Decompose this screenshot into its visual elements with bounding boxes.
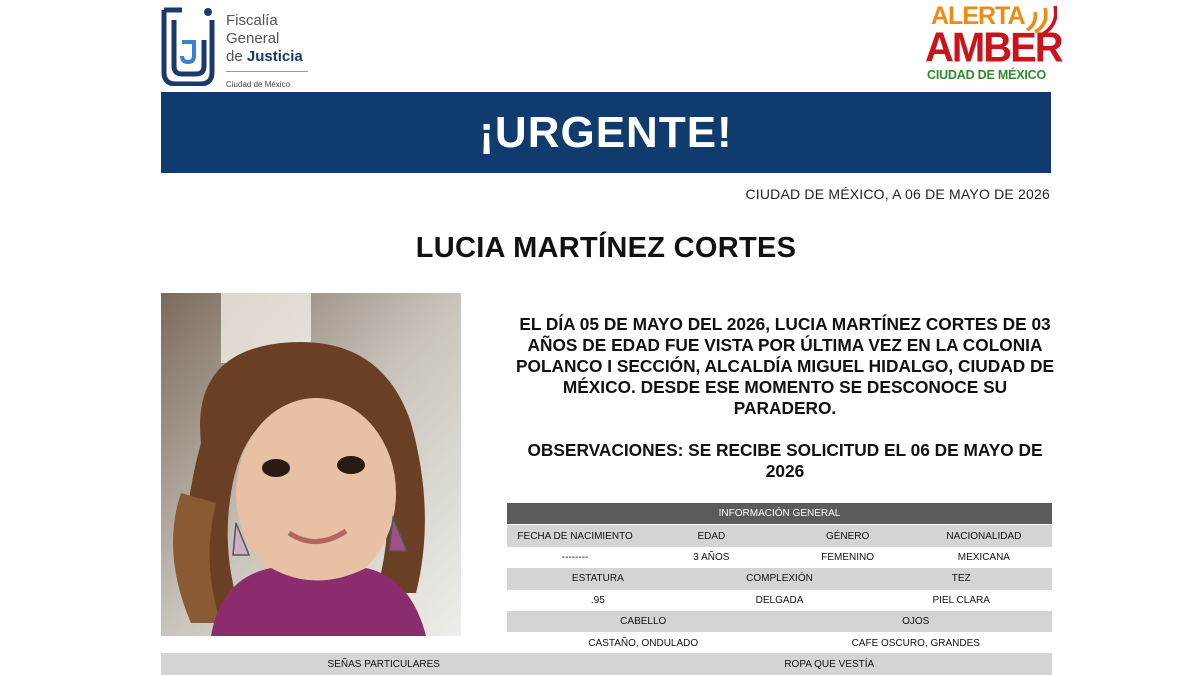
info-value-row-3 [507, 632, 1052, 653]
fgj-line3 [226, 48, 308, 66]
general-info-table [507, 503, 1052, 654]
fgj-line3-prefix: de [226, 48, 247, 65]
missing-person-photo [161, 293, 461, 636]
banner-title: ¡URGENTE! [479, 107, 733, 157]
amber-alerta-text: ALERTA [931, 2, 1025, 30]
value-build: DELGADA [755, 594, 804, 606]
label-distinguishing-marks: SEÑAS PARTICULARES [327, 658, 440, 670]
fgj-line3-bold: Justicia [246, 48, 303, 65]
date-line: CIUDAD DE MÉXICO, A 06 DE MAYO DE 2026 [745, 186, 1050, 202]
info-value-row-1 [507, 547, 1052, 568]
fgj-line1: Fiscalía [226, 12, 278, 29]
person-name: LUCIA MARTÍNEZ CORTES [415, 232, 797, 264]
label-height: ESTATURA [571, 573, 624, 585]
child-portrait-illustration [161, 293, 461, 636]
alerta-amber-logo [925, 2, 1060, 88]
value-nationality: MEXICANA [957, 551, 1010, 563]
value-eyes: CAFE OSCURO, GRANDES [851, 637, 980, 649]
value-gender: FEMENINO [821, 551, 875, 563]
fgj-wordmark [226, 12, 308, 89]
label-age: EDAD [697, 530, 726, 542]
label-nationality: NACIONALIDAD [946, 530, 1022, 542]
info-label-row-3 [507, 611, 1052, 632]
label-build: COMPLEXIÓN [746, 573, 813, 585]
info-label-row-4 [161, 653, 1052, 675]
label-eyes: OJOS [902, 616, 930, 628]
value-hair: CASTAÑO, ONDULADO [588, 637, 699, 649]
urgent-banner [161, 92, 1051, 173]
fgj-emblem-icon [160, 6, 218, 86]
fgj-subtitle: Ciudad de México [226, 80, 291, 89]
label-gender: GÉNERO [825, 530, 870, 542]
info-value-row-2 [507, 590, 1052, 611]
fgj-divider [226, 71, 308, 72]
info-label-row-2 [507, 568, 1052, 589]
fgj-logo [160, 6, 320, 88]
amber-amber-text: AMBER [925, 24, 1062, 72]
label-complexion: TEZ [951, 573, 971, 585]
info-label-row-1 [507, 525, 1052, 546]
value-birthdate: -------- [561, 551, 589, 563]
description-paragraph: EL DÍA 05 DE MAYO DEL 2026, LUCIA MARTÍNEZ CORTES DE 03 AÑOS DE EDAD FUE VISTA POR ÚLTIMA VEZ EN LA COLONIA POLANCO I SECCIÓN, ALCALDÍA MIGUEL HIDALGO, CIUDAD DE MÉXICO. DESDE ESE MOMENTO SE DESCONOCE SU PARADERO. [516, 314, 1054, 418]
info-header: INFORMACIÓN GENERAL [718, 508, 841, 520]
label-hair: CABELLO [620, 616, 667, 628]
label-clothing: ROPA QUE VESTÍA [784, 658, 875, 670]
amber-city-text: CIUDAD DE MÉXICO [927, 68, 1047, 82]
fgj-line2: General [226, 30, 280, 47]
observations-paragraph: OBSERVACIONES: SE RECIBE SOLICITUD EL 06 DE MAYO DE 2026 [527, 440, 1043, 481]
value-age: 3 AÑOS [693, 551, 730, 563]
info-header-row [507, 503, 1052, 524]
label-birthdate: FECHA DE NACIMIENTO [517, 530, 633, 542]
value-complexion: PIEL CLARA [932, 594, 990, 606]
value-height: .95 [590, 594, 605, 606]
